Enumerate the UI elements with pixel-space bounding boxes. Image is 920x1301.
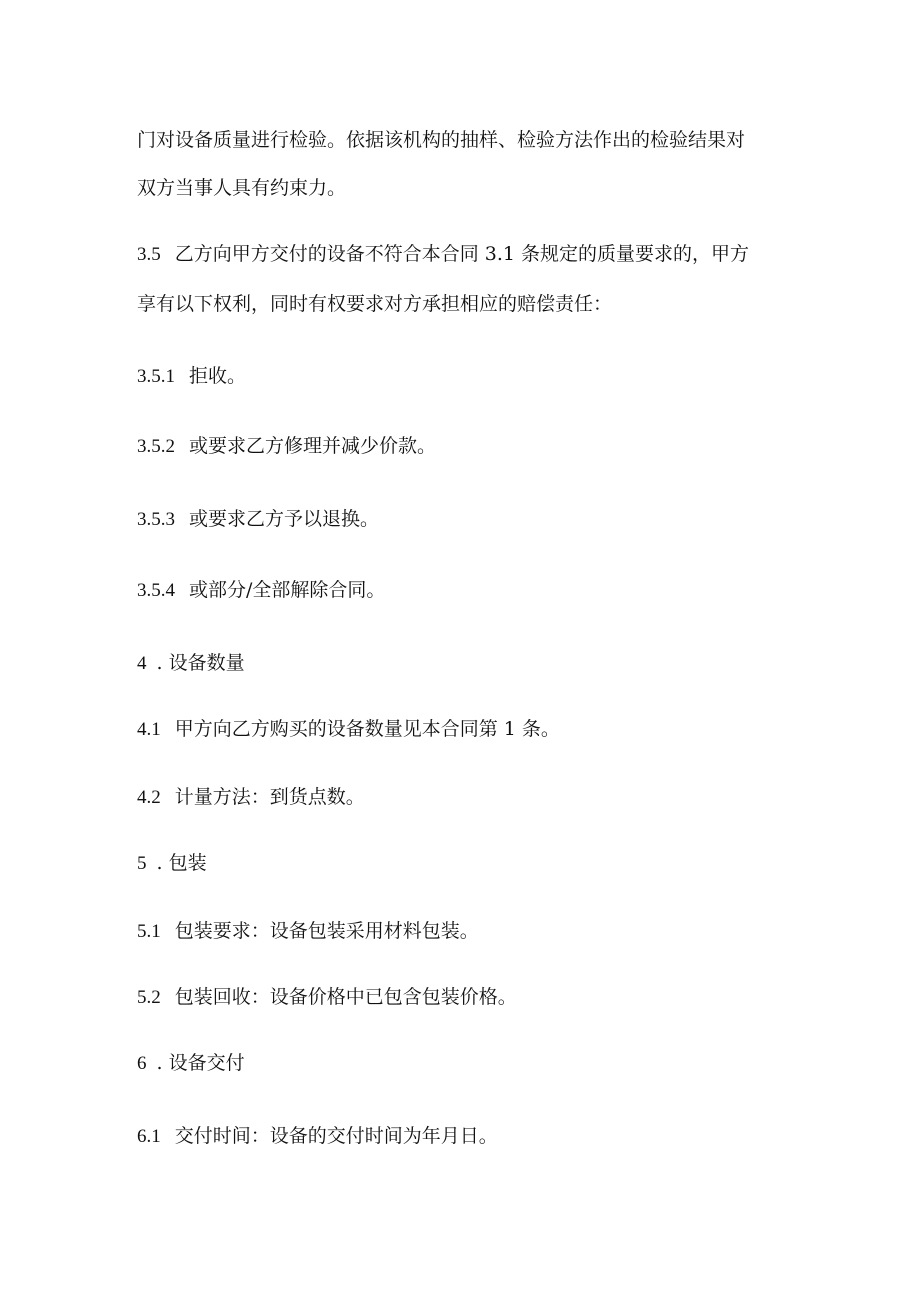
clause-3-5-4	[137, 578, 797, 602]
clause-3-5-text-2: 享有以下权利，同时有权要求对方承担相应的赔偿责任：	[137, 293, 613, 315]
clause-4-2	[137, 785, 797, 809]
clause-3-5-4-text: 或部分/全部解除合同。	[189, 579, 386, 601]
section-6-number: 6	[137, 1053, 147, 1074]
clause-3-5-3	[137, 507, 797, 531]
clause-5-2-text: 包装回收：设备价格中已包含包装价格。	[174, 986, 517, 1008]
clause-4-1-number: 4.1	[137, 719, 161, 740]
clause-3-5-2-text: 或要求乙方修理并减少价款。	[189, 435, 437, 457]
clause-4-2-number: 4.2	[137, 787, 161, 808]
clause-6-1-number: 6.1	[137, 1126, 161, 1147]
clause-3-5-2-number: 3.5.2	[137, 436, 175, 457]
clause-4-2-text: 计量方法：到货点数。	[174, 786, 365, 808]
clause-3-5-3-text: 或要求乙方予以退换。	[189, 508, 380, 530]
section-6-heading	[137, 1051, 797, 1075]
clause-5-2-number: 5.2	[137, 987, 161, 1008]
clause-3-5-2	[137, 434, 797, 458]
clause-3-5-line-1	[137, 242, 797, 266]
clause-3-5-1-text: 拒收。	[189, 365, 247, 387]
clause-3-5-4-number: 3.5.4	[137, 580, 175, 601]
clause-5-1-text: 包装要求：设备包装采用材料包装。	[174, 920, 479, 942]
clause-3-5-line-2	[137, 292, 797, 316]
clause-6-1	[137, 1124, 797, 1148]
section-4-title: . 设备数量	[156, 652, 245, 674]
continuation-text-2: 双方当事人具有约束力。	[137, 177, 347, 199]
clause-4-1	[137, 717, 797, 741]
clause-3-5-text-1: 乙方向甲方交付的设备不符合本合同 3.1 条规定的质量要求的，甲方	[174, 243, 750, 265]
section-4-number: 4	[137, 653, 147, 674]
section-5-number: 5	[137, 853, 147, 874]
clause-5-1	[137, 919, 797, 943]
clause-3-5-1-number: 3.5.1	[137, 366, 175, 387]
section-6-title: . 设备交付	[156, 1052, 245, 1074]
section-5-heading	[137, 851, 797, 875]
clause-3-5-number: 3.5	[137, 244, 161, 265]
clause-5-1-number: 5.1	[137, 921, 161, 942]
section-5-title: . 包装	[156, 852, 207, 874]
clause-3-5-3-number: 3.5.3	[137, 509, 175, 530]
section-4-heading	[137, 651, 797, 675]
clause-5-2	[137, 985, 797, 1009]
continuation-line-2	[137, 176, 797, 200]
clause-4-1-text: 甲方向乙方购买的设备数量见本合同第 1 条。	[174, 718, 560, 740]
clause-6-1-text: 交付时间：设备的交付时间为年月日。	[174, 1125, 498, 1147]
continuation-text-1: 门对设备质量进行检验。依据该机构的抽样、检验方法作出的检验结果对	[137, 129, 746, 151]
clause-3-5-1	[137, 364, 797, 388]
continuation-line-1	[137, 128, 797, 152]
